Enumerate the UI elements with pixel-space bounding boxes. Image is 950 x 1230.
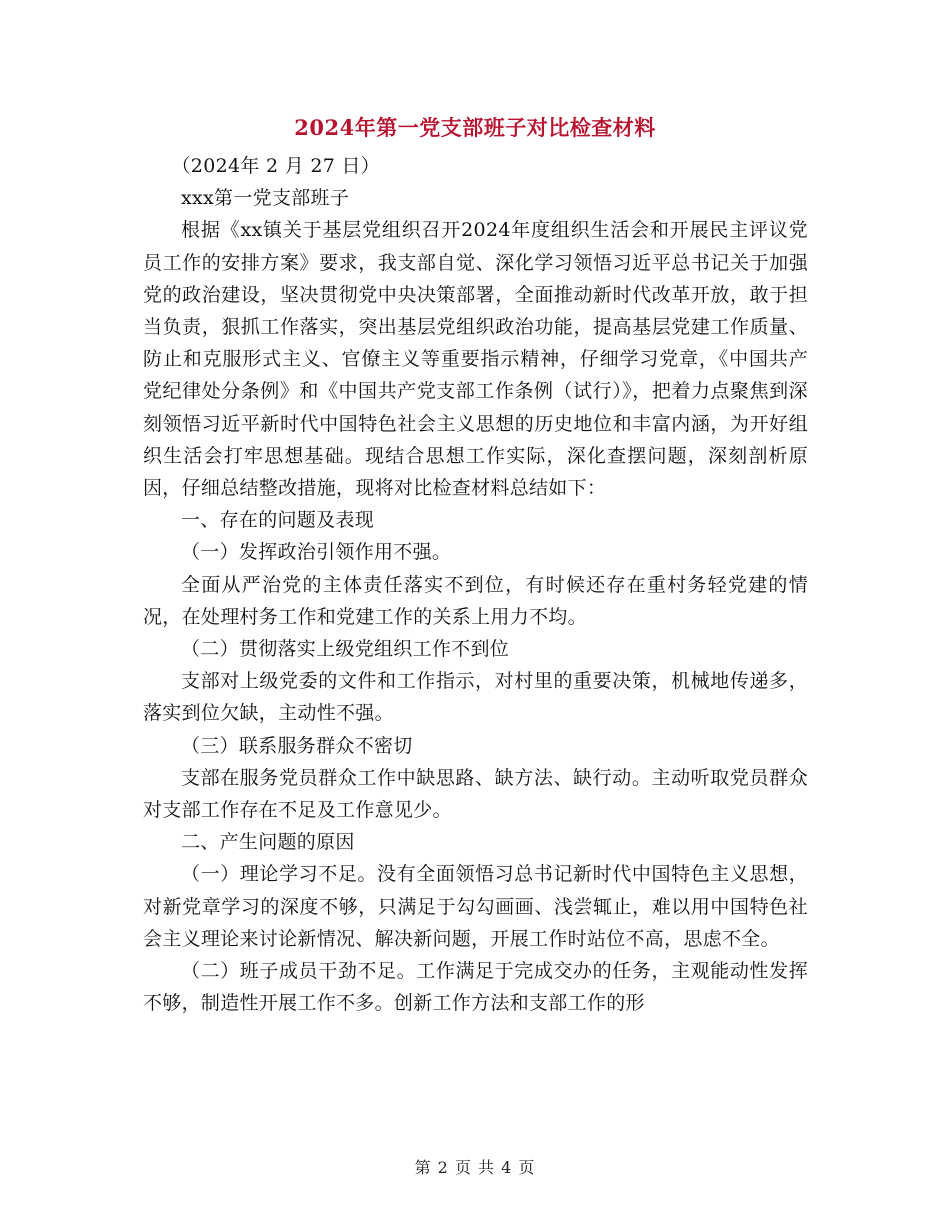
section-heading-problems: 一、存在的问题及表现: [181, 509, 375, 532]
paragraph: （一）理论学习不足。没有全面领悟习总书记新时代中国特色主义思想，对新党章学习的深度不够，只满足于勾勾画画、浅尝辄止，难以用中国特色社会主义理论来讨论新情况、解决新问题，开展工作时站位不高，思虑不全。: [143, 863, 808, 950]
paragraph: 全面从严治党的主体责任落实不到位，有时候还存在重村务轻党建的情况，在处理村务工作和党建工作的关系上用力不均。: [143, 573, 808, 628]
paragraph: 支部对上级党委的文件和工作指示，对村里的重要决策，机械地传递多，落实到位欠缺，主动性不强。: [143, 670, 808, 725]
section-heading-causes: 二、产生问题的原因: [181, 831, 355, 854]
subheading-2: （二）贯彻落实上级党组织工作不到位: [181, 638, 510, 661]
paragraph: （二）班子成员干劲不足。工作满足于完成交办的任务，主观能动性发挥不够，制造性开展工作不多。创新工作方法和支部工作的形: [143, 960, 808, 1015]
page-number-footer: 第 2 页 共 4 页: [414, 1158, 536, 1177]
document-body: [143, 150, 808, 1019]
document-title: 2024年第一党支部班子对比检查材料: [294, 115, 656, 140]
subheading-1: （一）发挥政治引领作用不强。: [181, 541, 452, 564]
organization-line: xxx第一党支部班子: [181, 187, 350, 210]
date-line: （2024年 2 月 27 日）: [171, 155, 381, 177]
paragraph: 支部在服务党员群众工作中缺思路、缺方法、缺行动。主动听取党员群众对支部工作存在不足及工作意见少。: [143, 766, 808, 822]
intro-paragraph: 根据《xx镇关于基层党组织召开2024年度组织生活会和开展民主评议党员工作的安排方案》要求，我支部自觉、深化学习领悟习近平总书记关于加强党的政治建设，坚决贯彻党中央决策部署，全面推动新时代改革开放，敢于担当负责，狠抓工作落实，突出基层党组织政治功能，提高基层党建工作质量、防止和克服形式主义、官僚主义等重要指示精神，仔细学习党章，《中国共产党纪律处分条例》和《中国共产党支部工作条例（试行）》，把着力点聚焦到深刻领悟习近平新时代中国特色社会主义思想的历史地位和丰富内涵，为开好组织生活会打牢思想基础。现结合思想工作实际，深化查摆问题，深刻剖析原因，仔细总结整改措施，现将对比检查材料总结如下：: [143, 219, 808, 500]
subheading-3: （三）联系服务群众不密切: [181, 734, 413, 757]
